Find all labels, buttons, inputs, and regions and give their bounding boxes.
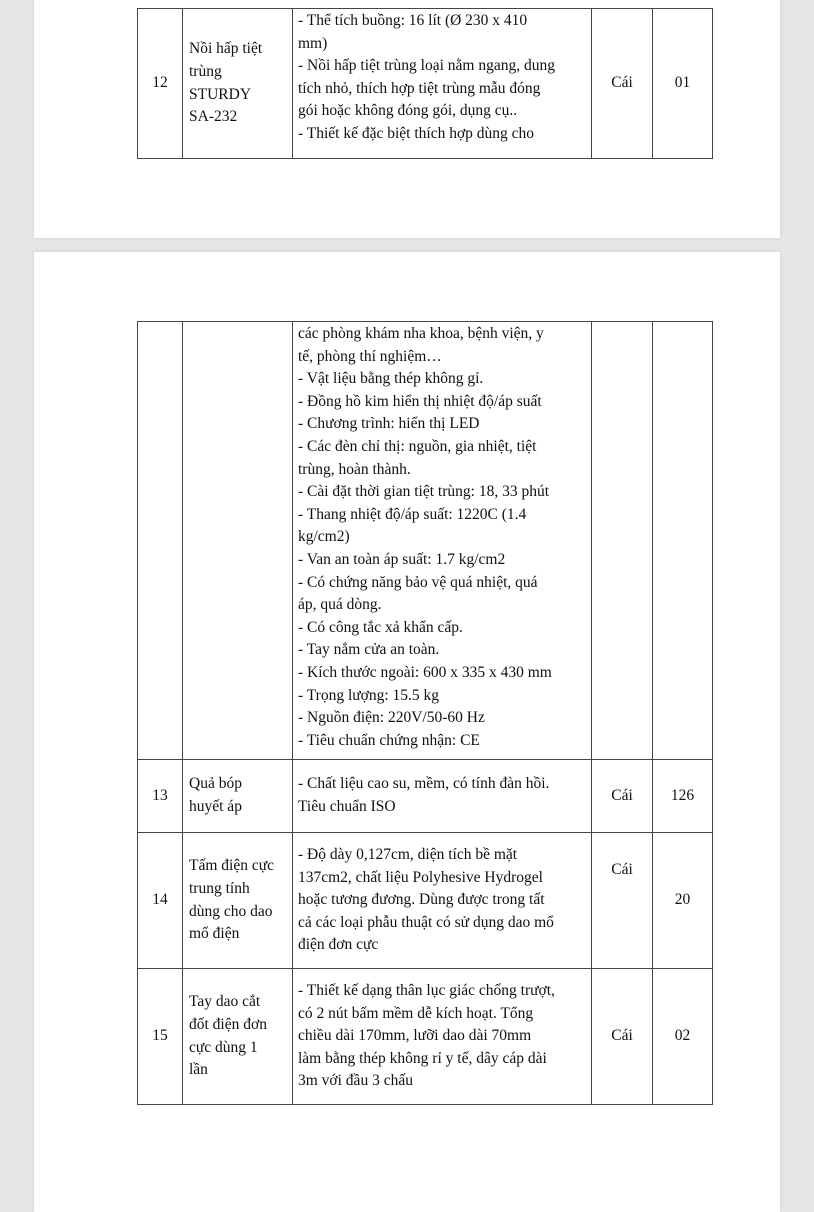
item-name-line: Tay dao cắt [189, 993, 261, 1011]
description-line: - Có công tắc xả khẩn cấp. [298, 618, 463, 636]
item-name-empty [183, 322, 293, 760]
row-number: 15 [138, 969, 183, 1105]
item-name-line: dùng cho dao [189, 902, 273, 920]
description-line: tích nhỏ, thích hợp tiệt trùng mẫu đóng [298, 79, 541, 97]
item-name-line: STURDY [189, 85, 252, 103]
table-row [138, 322, 713, 760]
description-line: gói hoặc không đóng gói, dụng cụ.. [298, 102, 518, 120]
description-line: - Kích thước ngoài: 600 x 335 x 430 mm [298, 663, 552, 681]
item-quantity: 20 [653, 833, 713, 969]
description-line: các phòng khám nha khoa, bệnh viện, y [298, 325, 544, 342]
row-number: 12 [138, 9, 183, 159]
table-row [138, 760, 713, 833]
item-name-line: trùng [189, 62, 222, 80]
item-quantity-empty [653, 322, 713, 760]
table-row [138, 833, 713, 969]
item-unit: Cái [592, 833, 653, 969]
item-name-line: cực dùng 1 [189, 1038, 258, 1056]
item-name-line: SA-232 [189, 108, 238, 126]
description-line: - Thang nhiệt độ/áp suất: 1220C (1.4 [298, 505, 527, 523]
description-line: - Tiêu chuẩn chứng nhận: CE [298, 731, 480, 749]
description-line: - Nguồn điện: 220V/50-60 Hz [298, 709, 485, 727]
item-description [293, 833, 592, 969]
row-number: 13 [138, 760, 183, 833]
description-line: - Chất liệu cao su, mềm, có tính đàn hồi. [298, 775, 550, 793]
description-line: 137cm2, chất liệu Polyhesive Hydrogel [298, 868, 543, 886]
item-description [293, 9, 592, 159]
table-row [138, 969, 713, 1105]
item-unit: Cái [592, 9, 653, 159]
description-line: - Thể tích buồng: 16 lít (Ø 230 x 410 [298, 12, 528, 29]
description-line: - Thiết kế đặc biệt thích hợp dùng cho [298, 124, 535, 142]
description-line: áp, quá dòng. [298, 596, 382, 614]
item-name-line: mổ điện [189, 925, 240, 943]
description-line: - Có chứng năng bảo vệ quá nhiệt, quá [298, 573, 538, 591]
item-unit: Cái [592, 760, 653, 833]
item-description [293, 760, 592, 833]
item-name-line: trung tính [189, 879, 250, 897]
item-quantity: 01 [653, 9, 713, 159]
description-line: mm) [298, 34, 328, 52]
item-name [183, 969, 293, 1105]
description-line: - Vật liệu bằng thép không gỉ. [298, 370, 484, 388]
description-line: - Chương trình: hiển thị LED [298, 415, 480, 433]
description-line: - Đồng hồ kim hiển thị nhiệt độ/áp suất [298, 392, 542, 410]
description-line: - Nồi hấp tiệt trùng loại nằm ngang, dung [298, 57, 555, 75]
document-page-1 [34, 0, 780, 238]
description-line: - Thiết kế dạng thân lục giác chống trượt, [298, 982, 555, 1000]
item-name-line: Nồi hấp tiệt [189, 40, 263, 58]
description-line: - Cài đặt thời gian tiệt trùng: 18, 33 phút [298, 483, 549, 501]
description-line: 3m với đầu 3 chấu [298, 1072, 413, 1090]
item-name [183, 9, 293, 159]
item-name [183, 833, 293, 969]
description-line: hoặc tương đương. Dùng được trong tất [298, 891, 545, 909]
document-page-2 [34, 252, 780, 1212]
item-quantity: 02 [653, 969, 713, 1105]
description-line: Tiêu chuẩn ISO [298, 798, 396, 815]
description-line: chiều dài 170mm, lưỡi dao dài 70mm [298, 1027, 532, 1045]
description-line: - Trọng lượng: 15.5 kg [298, 686, 440, 704]
item-name [183, 760, 293, 833]
item-name-line: Quả bóp [189, 775, 242, 793]
item-name-line: huyết áp [189, 798, 242, 815]
description-line: - Các đèn chỉ thị: nguồn, gia nhiệt, tiệt [298, 437, 537, 455]
description-line: làm bằng thép không rỉ y tế, dây cáp dài [298, 1049, 547, 1067]
description-line: tế, phòng thí nghiệm… [298, 347, 442, 365]
description-line: - Van an toàn áp suất: 1.7 kg/cm2 [298, 550, 506, 568]
description-line: cả các loại phẫu thuật có sử dụng dao mổ [298, 913, 554, 931]
equipment-table-part-1 [137, 8, 713, 159]
item-quantity: 126 [653, 760, 713, 833]
row-number: 14 [138, 833, 183, 969]
item-name-line: đốt điện đơn [189, 1015, 267, 1033]
item-description-continued [293, 322, 592, 760]
description-line: điện đơn cực [298, 936, 379, 954]
description-line: có 2 nút bấm mềm dễ kích hoạt. Tổng [298, 1004, 534, 1022]
description-line: kg/cm2) [298, 528, 350, 546]
item-name-line: lần [189, 1061, 208, 1079]
item-description [293, 969, 592, 1105]
description-line: - Tay nắm cửa an toàn. [298, 641, 440, 659]
item-unit: Cái [592, 969, 653, 1105]
table-row [138, 9, 713, 159]
item-name-line: Tấm điện cực [189, 857, 275, 875]
equipment-table-part-2 [137, 321, 713, 1105]
description-line: trùng, hoàn thành. [298, 460, 411, 478]
description-line: - Độ dày 0,127cm, diện tích bề mặt [298, 846, 518, 864]
item-unit-empty [592, 322, 653, 760]
row-number-empty [138, 322, 183, 760]
